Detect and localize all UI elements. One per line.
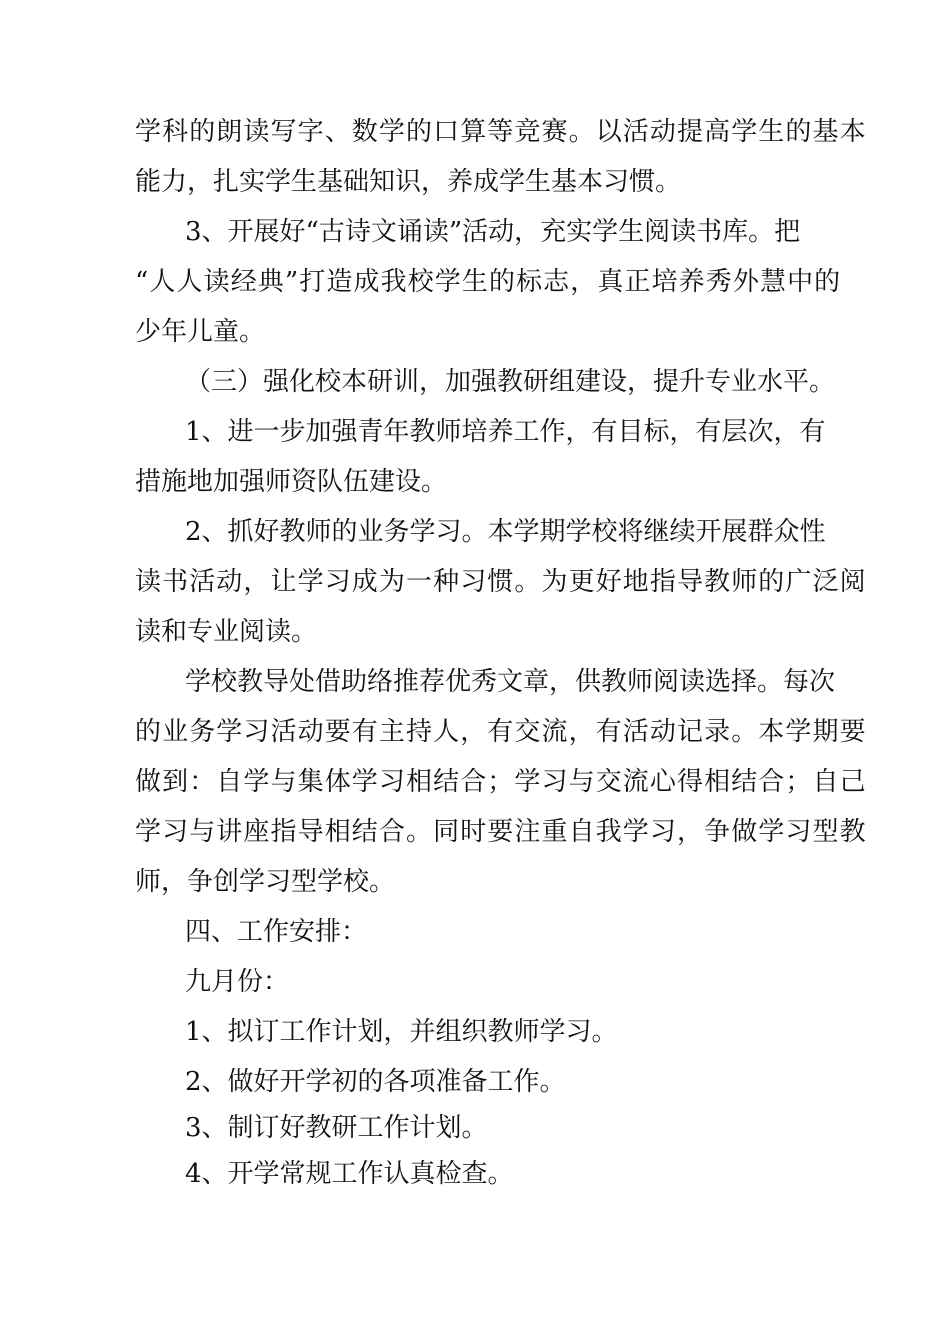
paragraph-september-tail: [135, 1105, 825, 1197]
text-line: 能力，扎实学生基础知识，养成学生基本习惯。: [135, 167, 682, 197]
month-heading: 九月份：: [185, 967, 290, 997]
text-line: 做到：自学与集体学习相结合；学习与交流心得相结合；自己: [135, 767, 867, 797]
list-item: 4、开学常规工作认真检查。: [185, 1159, 514, 1189]
text-line: 的业务学习活动要有主持人，有交流，有活动记录。本学期要: [135, 717, 867, 747]
text-line: 学习与讲座指导相结合。同时要注重自我学习，争做学习型教: [135, 817, 867, 847]
list-item: 2、做好开学初的各项准备工作。: [185, 1067, 566, 1097]
text-line: 学科的朗读写字、数学的口算等竞赛。以活动提高学生的基本: [135, 117, 867, 147]
text-line: 1、进一步加强青年教师培养工作，有目标，有层次，有: [185, 417, 826, 447]
list-item: 1、拟订工作计划，并组织教师学习。: [185, 1017, 618, 1047]
text-line: 措施地加强师资队伍建设。: [135, 467, 448, 497]
text-line: 3、开展好“古诗文诵读”活动，充实学生阅读书库。把: [185, 217, 801, 247]
paragraph-activities: [135, 107, 867, 1107]
text-line: 2、抓好教师的业务学习。本学期学校将继续开展群众性: [185, 517, 826, 547]
section-heading: 四、工作安排：: [185, 917, 368, 947]
section-heading: （三）强化校本研训，加强教研组建设，提升专业水平。: [185, 367, 836, 397]
text-line: 少年儿童。: [135, 317, 266, 347]
text-line: 读书活动，让学习成为一种习惯。为更好地指导教师的广泛阅: [135, 567, 867, 597]
list-item: 3、制订好教研工作计划。: [185, 1113, 488, 1143]
text-line: 学校教导处借助络推荐优秀文章，供教师阅读选择。每次: [185, 667, 836, 697]
text-line: “人人读经典”打造成我校学生的标志，真正培养秀外慧中的: [135, 267, 842, 297]
text-line: 读和专业阅读。: [135, 617, 318, 647]
text-line: 师，争创学习型学校。: [135, 867, 396, 897]
